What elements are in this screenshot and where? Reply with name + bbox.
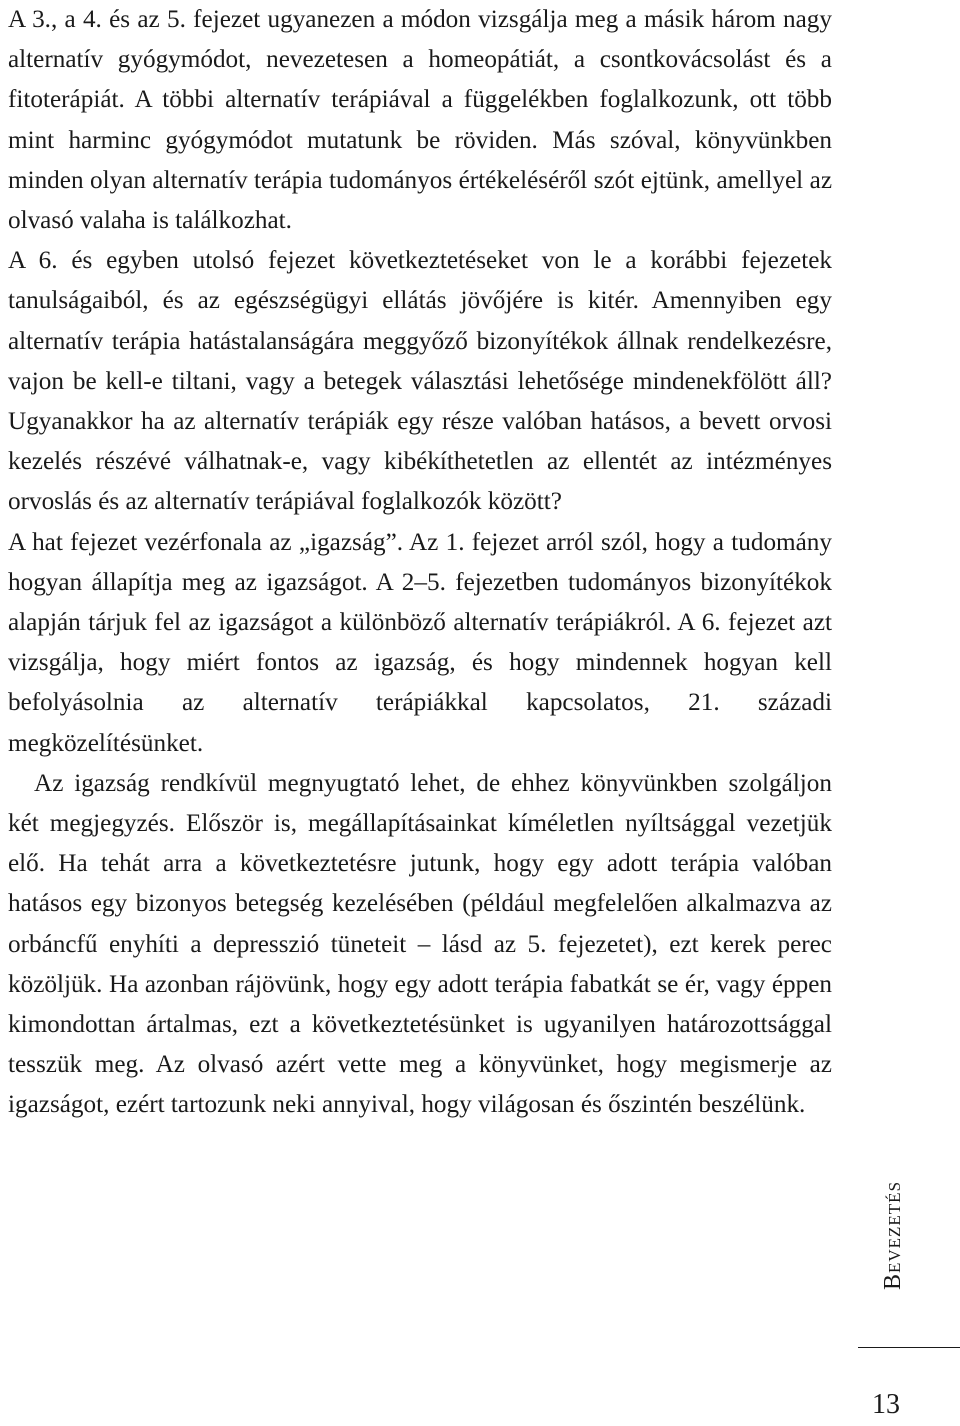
running-head-rule — [858, 1347, 960, 1348]
page-number: 13 — [872, 1389, 900, 1420]
body-text — [8, 0, 832, 1126]
paragraph-1: A 3., a 4. és az 5. fejezet ugyanezen a módon vizsgálja meg a másik három nagy alternatív gyógymódot, nevezetesen a homeopátiát, a csontkovácsolást és a fitoterápiát. A többi alternatív terápiával a függelékben foglalkozunk, ott több mint harminc gyógymódot mutatunk be röviden. Más szóval, könyvünkben minden olyan alternatív terápia tudományos értékeléséről szót ejtünk, amellyel az olvasó valaha is találkozhat. — [8, 6, 832, 235]
paragraph-2: A 6. és egyben utolsó fejezet következtetéseket von le a korábbi fejezetek tanulságaiból, és az egészségügyi ellátás jövőjére is kitér. Amennyiben egy alternatív terápia hatástalanságára meggyőző bizonyítékok állnak rendelkezésre, vajon be kell-e tiltani, vagy a betegek választási lehetősége mindenekfölött áll? Ugyanakkor ha az alternatív terápiák egy része valóban hatásos, a bevett orvosi kezelés részévé válhatnak-e, vagy kibékíthetetlen az ellentét az intézményes orvoslás és az alternatív terápiával foglalkozók között? — [8, 247, 832, 516]
paragraph-4: Az igazság rendkívül megnyugtató lehet, de ehhez könyvünkben szolgáljon két megjegyzés. Először is, megállapításainkat kíméletlen nyíltsággal vezetjük elő. Ha tehát arra a következtetésre jutunk, hogy egy adott terápia valóban hatásos egy bizonyos betegség kezelésében (például megfelelően alkalmazva az orbáncfű enyhíti a depresszió tüneteit – lásd az 5. fejezetet), ezt kerek perec közöljük. Ha azonban rájövünk, hogy egy adott terápia fabatkát se ér, vagy éppen kimondottan ártalmas, ezt a következtetésünket is ugyanilyen határozottsággal tesszük meg. Az olvasó azért vette meg a könyvünket, hogy megismerje az igazságot, ezért tartozunk neki annyival, hogy világosan és őszintén beszélünk. — [8, 769, 832, 1119]
running-head — [872, 1170, 916, 1300]
paragraph-3: A hat fejezet vezérfonala az „igazság”. Az 1. fejezet arról szól, hogy a tudomány hogyan állapítja meg az igazságot. A 2–5. fejezetben tudományos bizonyítékok alapján tárjuk fel az igazságot a különböző alternatív terápiákról. A 6. fejezet azt vizsgálja, hogy miért fontos az igazság, és hogy mindennek hogyan kell befolyásolnia az alternatív terápiákkal kapcsolatos, 21. századi megközelítésünket. — [8, 528, 832, 757]
running-head-label: Bevezetés — [880, 1180, 907, 1290]
